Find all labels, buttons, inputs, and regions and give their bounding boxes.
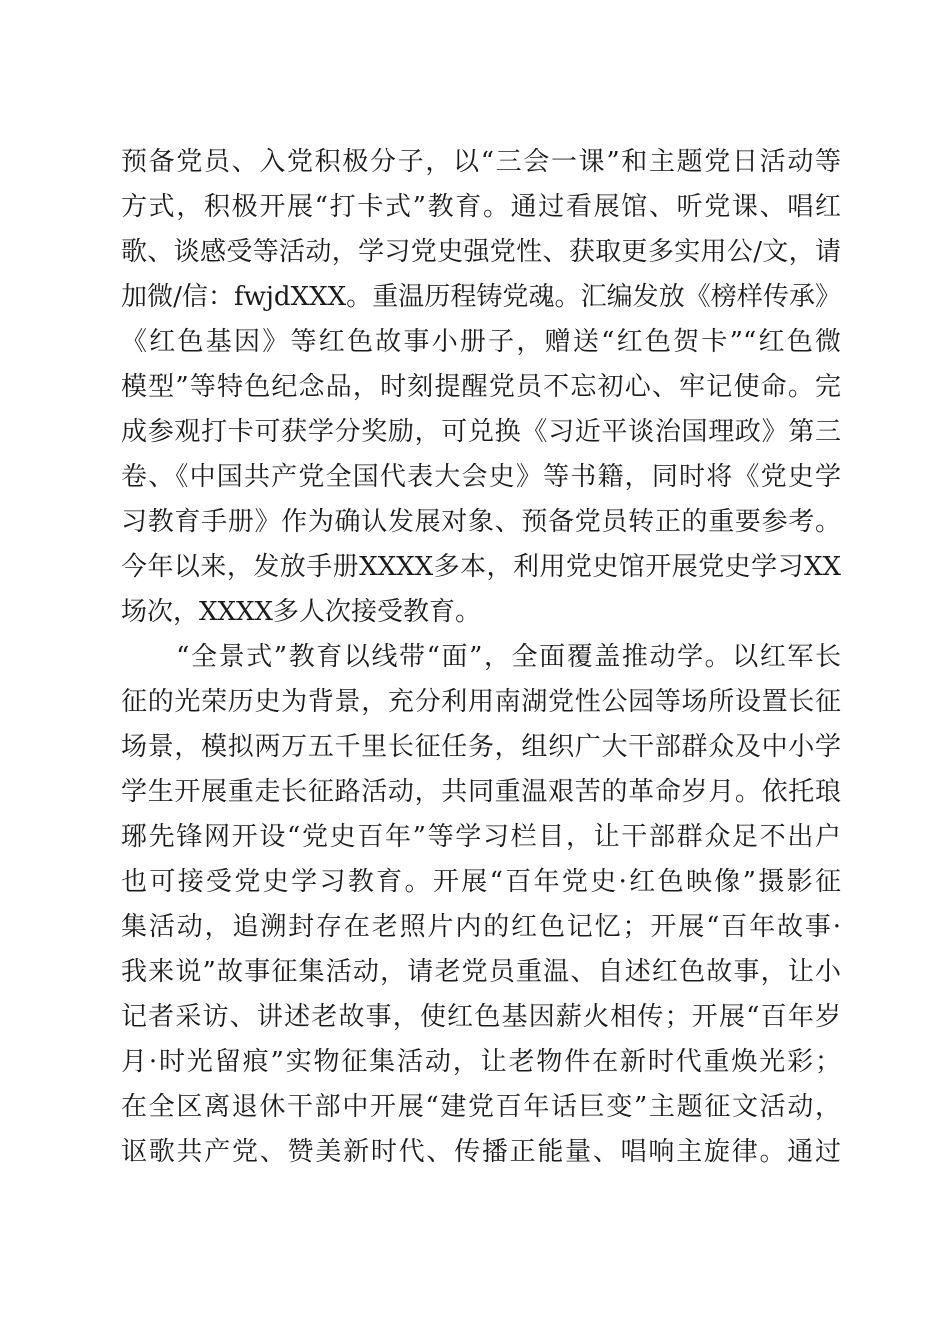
text-line: 方式，积极开展“打卡式”教育。通过看展馆、听党课、唱红 <box>121 192 841 222</box>
text-line: 讴歌共产党、赞美新时代、传播正能量、唱响主旋律。通过 <box>121 1137 841 1167</box>
text-line: 习教育手册》作为确认发展对象、预备党员转正的重要参考。 <box>121 507 841 537</box>
text-line: 预备党员、入党积极分子，以“三会一课”和主题党日活动等 <box>121 147 841 177</box>
text-line: 歌、谈感受等活动，学习党史强党性、获取更多实用公/文，请 <box>121 237 841 267</box>
text-line: “全景式”教育以线带“面”，全面覆盖推动学。以红军长 <box>121 642 841 672</box>
text-line: 琊先锋网开设“党史百年”等学习栏目，让干部群众足不出户 <box>121 822 841 852</box>
text-line: 场景，模拟两万五千里长征任务，组织广大干部群众及中小学 <box>121 732 841 762</box>
text-line: 模型”等特色纪念品，时刻提醒党员不忘初心、牢记使命。完 <box>121 372 841 402</box>
paragraph-1 <box>121 140 841 635</box>
text-line: 成参观打卡可获学分奖励，可兑换《习近平谈治国理政》第三 <box>121 417 841 447</box>
paragraph-2 <box>121 635 841 1175</box>
text-line: 今年以来，发放手册XXXX多本，利用党史馆开展党史学习XX <box>121 552 841 582</box>
text-line: 月·时光留痕”实物征集活动，让老物件在新时代重焕光彩； <box>121 1047 841 1077</box>
text-line: 记者采访、讲述老故事，使红色基因薪火相传；开展“百年岁 <box>121 1002 841 1032</box>
text-line: 也可接受党史学习教育。开展“百年党史·红色映像”摄影征 <box>121 867 841 897</box>
text-line: 我来说”故事征集活动，请老党员重温、自述红色故事，让小 <box>121 957 841 987</box>
text-line: 征的光荣历史为背景，充分利用南湖党性公园等场所设置长征 <box>121 687 841 717</box>
text-line: 学生开展重走长征路活动，共同重温艰苦的革命岁月。依托琅 <box>121 777 841 807</box>
text-line: 集活动，追溯封存在老照片内的红色记忆；开展“百年故事· <box>121 912 841 942</box>
text-line: 卷、《中国共产党全国代表大会史》等书籍，同时将《党史学 <box>121 462 841 492</box>
text-line: 在全区离退休干部中开展“建党百年话巨变”主题征文活动， <box>121 1092 841 1122</box>
document-body <box>121 140 841 1175</box>
text-line: 场次，XXXX多人次接受教育。 <box>121 597 482 627</box>
text-line: 加微/信：fwjdXXX。重温历程铸党魂。汇编发放《榜样传承》 <box>121 282 841 312</box>
text-line: 《红色基因》等红色故事小册子，赠送“红色贺卡”“红色微 <box>121 327 841 357</box>
